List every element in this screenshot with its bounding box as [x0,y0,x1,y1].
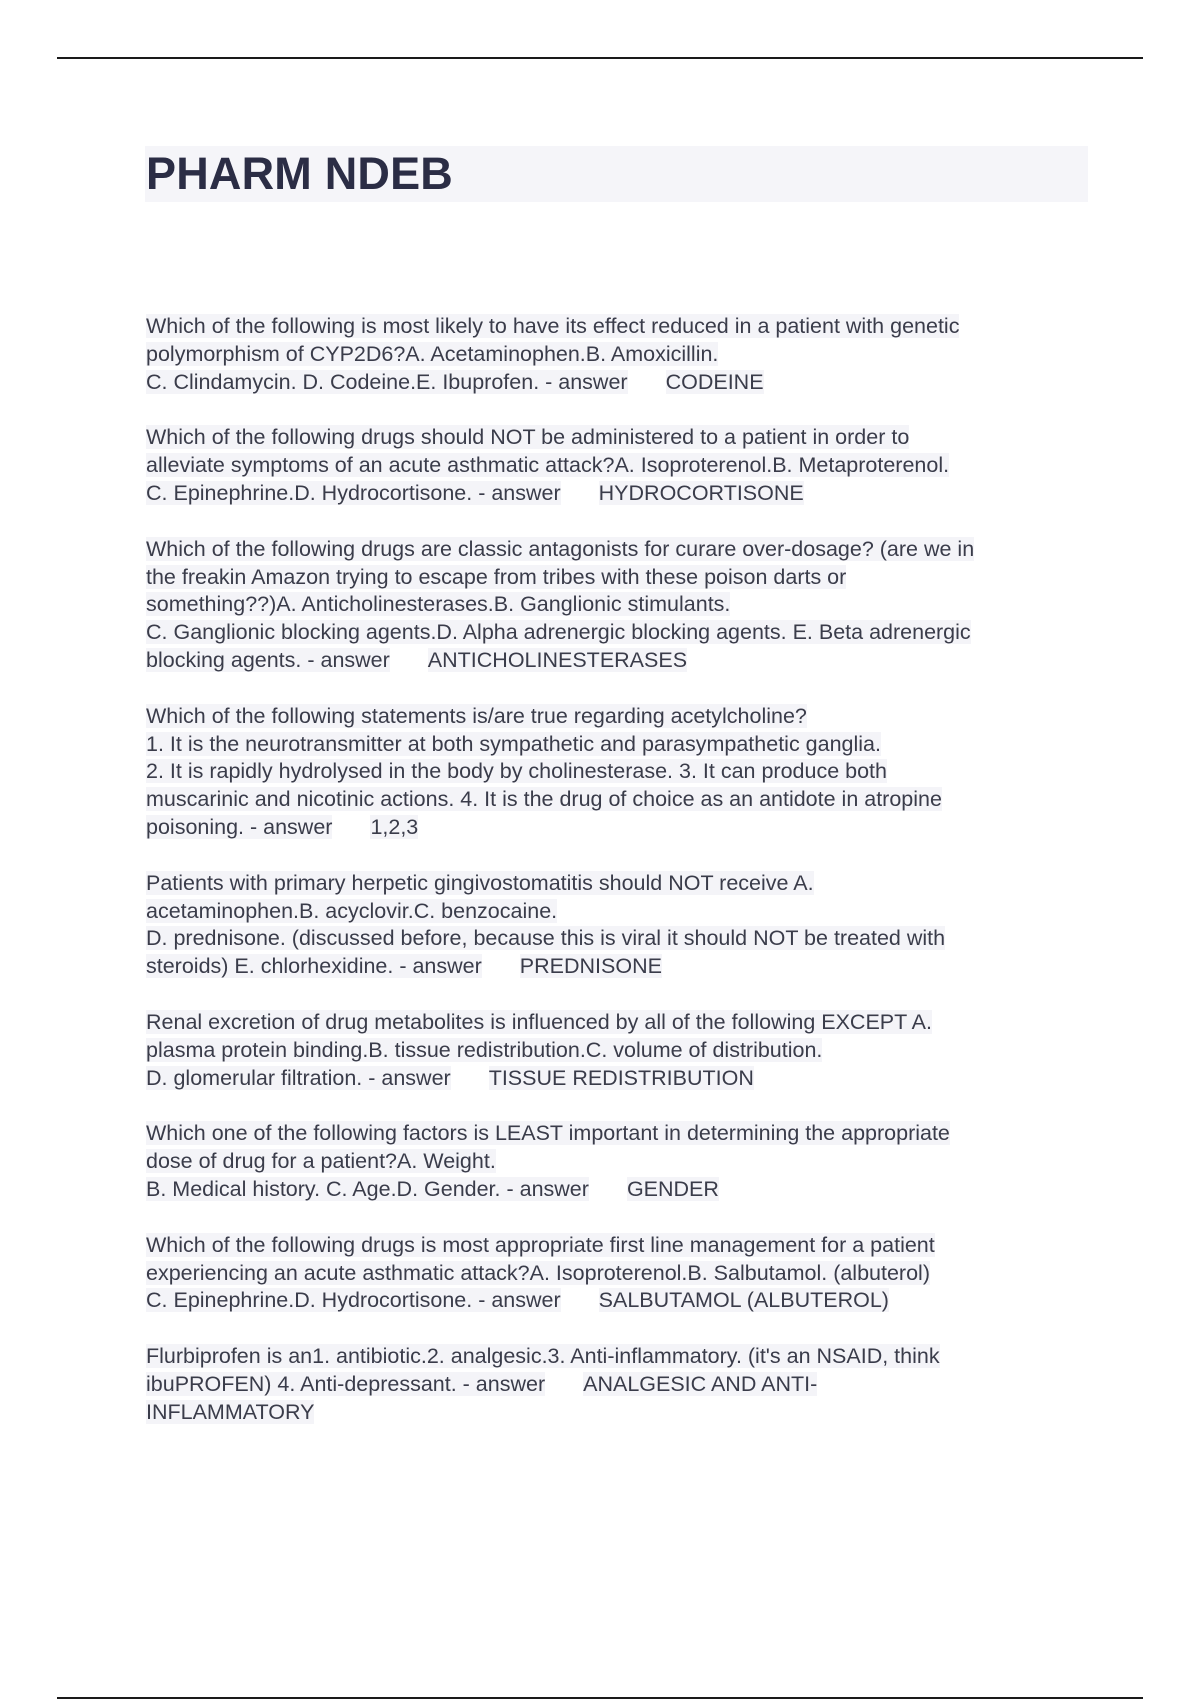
question-item [146,1232,1091,1315]
question-text: something??)A. Anticholinesterases.B. Ganglionic stimulants. [146,592,731,617]
question-line [146,480,1091,508]
document-title: PHARM NDEB [146,148,454,199]
question-text: 1. It is the neurotransmitter at both sympathetic and parasympathetic ganglia. [146,731,881,756]
question-text: Which of the following drugs are classic antagonists for curare over-dosage? (are we in [146,536,975,561]
question-line [146,424,1091,452]
question-list [146,313,1091,1455]
question-item [146,313,1091,396]
question-line [146,925,1091,953]
question-line [146,703,1091,731]
question-text: ibuPROFEN) 4. Anti-depressant. - answer [146,1371,546,1396]
answer-continuation-line [146,1399,1091,1427]
question-line [146,591,1091,619]
question-line [146,1260,1091,1288]
question-text: Which of the following drugs should NOT be administered to a patient in order to [146,425,910,450]
bottom-rule [57,1697,1143,1699]
question-item [146,1343,1091,1426]
question-text: C. Clindamycin. D. Codeine.E. Ibuprofen. - answer [146,369,628,394]
question-text: the freakin Amazon trying to escape from tribes with these poison darts or [146,564,847,589]
question-line [146,1065,1091,1093]
question-text: C. Ganglionic blocking agents.D. Alpha adrenergic blocking agents. E. Beta adrenergic [146,620,971,645]
question-line [146,647,1091,675]
question-text: D. prednisone. (discussed before, because this is viral it should NOT be treated with [146,926,946,951]
question-text: 2. It is rapidly hydrolysed in the body by cholinesterase. 3. It can produce both [146,759,887,784]
question-text: Renal excretion of drug metabolites is influenced by all of the following EXCEPT A. [146,1009,932,1034]
question-line [146,1343,1091,1371]
question-item [146,536,1091,675]
question-item [146,703,1091,842]
question-text: muscarinic and nicotinic actions. 4. It is the drug of choice as an antidote in atropine [146,787,942,812]
question-line [146,731,1091,759]
answer-text: CODEINE [665,369,764,394]
question-text: acetaminophen.B. acyclovir.C. benzocaine. [146,898,558,923]
answer-text: HYDROCORTISONE [598,480,804,505]
question-text: blocking agents. - answer [146,647,390,672]
question-text: Which of the following is most likely to have its effect reduced in a patient with genetic [146,314,960,338]
question-text: Flurbiprofen is an1. antibiotic.2. analgesic.3. Anti-inflammatory. (it's an NSAID, think [146,1344,940,1369]
question-item [146,1009,1091,1092]
question-text: Which of the following drugs is most appropriate first line management for a patient [146,1232,935,1257]
question-line [146,953,1091,981]
question-line [146,1287,1091,1315]
question-text: steroids) E. chlorhexidine. - answer [146,954,482,979]
question-line [146,564,1091,592]
answer-text: GENDER [626,1176,719,1201]
question-line [146,1176,1091,1204]
answer-text: PREDNISONE [519,954,662,979]
question-line [146,1009,1091,1037]
question-text: Which of the following statements is/are true regarding acetylcholine? [146,703,807,728]
question-line [146,1148,1091,1176]
question-line [146,452,1091,480]
answer-text: ANTICHOLINESTERASES [427,647,688,672]
question-line [146,1371,1091,1399]
question-line [146,758,1091,786]
question-text: plasma protein binding.B. tissue redistribution.C. volume of distribution. [146,1037,823,1062]
question-line [146,898,1091,926]
question-text: polymorphism of CYP2D6?A. Acetaminophen.B. Amoxicillin. [146,341,719,366]
question-line [146,1120,1091,1148]
question-text: C. Epinephrine.D. Hydrocortisone. - answer [146,1288,561,1313]
question-text: poisoning. - answer [146,814,333,839]
question-text: alleviate symptoms of an acute asthmatic attack?A. Isoproterenol.B. Metaproterenol. [146,453,950,478]
question-text: D. glomerular filtration. - answer [146,1065,451,1090]
question-line [146,1037,1091,1065]
question-line [146,341,1091,369]
answer-text: 1,2,3 [370,814,419,839]
question-text: experiencing an acute asthmatic attack?A. Isoproterenol.B. Salbutamol. (albuterol) [146,1260,930,1285]
question-line [146,786,1091,814]
question-text: Patients with primary herpetic gingivostomatitis should NOT receive A. [146,870,814,895]
answer-text: INFLAMMATORY [146,1399,315,1424]
question-line [146,870,1091,898]
question-line [146,369,1091,397]
top-rule [57,57,1143,59]
question-text: C. Epinephrine.D. Hydrocortisone. - answer [146,480,561,505]
question-line [146,313,1091,341]
question-text: dose of drug for a patient?A. Weight. [146,1149,496,1174]
question-text: B. Medical history. C. Age.D. Gender. - answer [146,1176,589,1201]
question-line [146,619,1091,647]
question-text: Which one of the following factors is LEAST important in determining the appropriate [146,1121,950,1146]
question-line [146,1232,1091,1260]
answer-text: TISSUE REDISTRIBUTION [488,1065,754,1090]
question-item [146,424,1091,507]
question-line [146,536,1091,564]
answer-text: ANALGESIC AND ANTI- [583,1371,818,1396]
question-item [146,870,1091,981]
answer-text: SALBUTAMOL (ALBUTEROL) [598,1288,889,1313]
question-line [146,814,1091,842]
question-item [146,1120,1091,1203]
